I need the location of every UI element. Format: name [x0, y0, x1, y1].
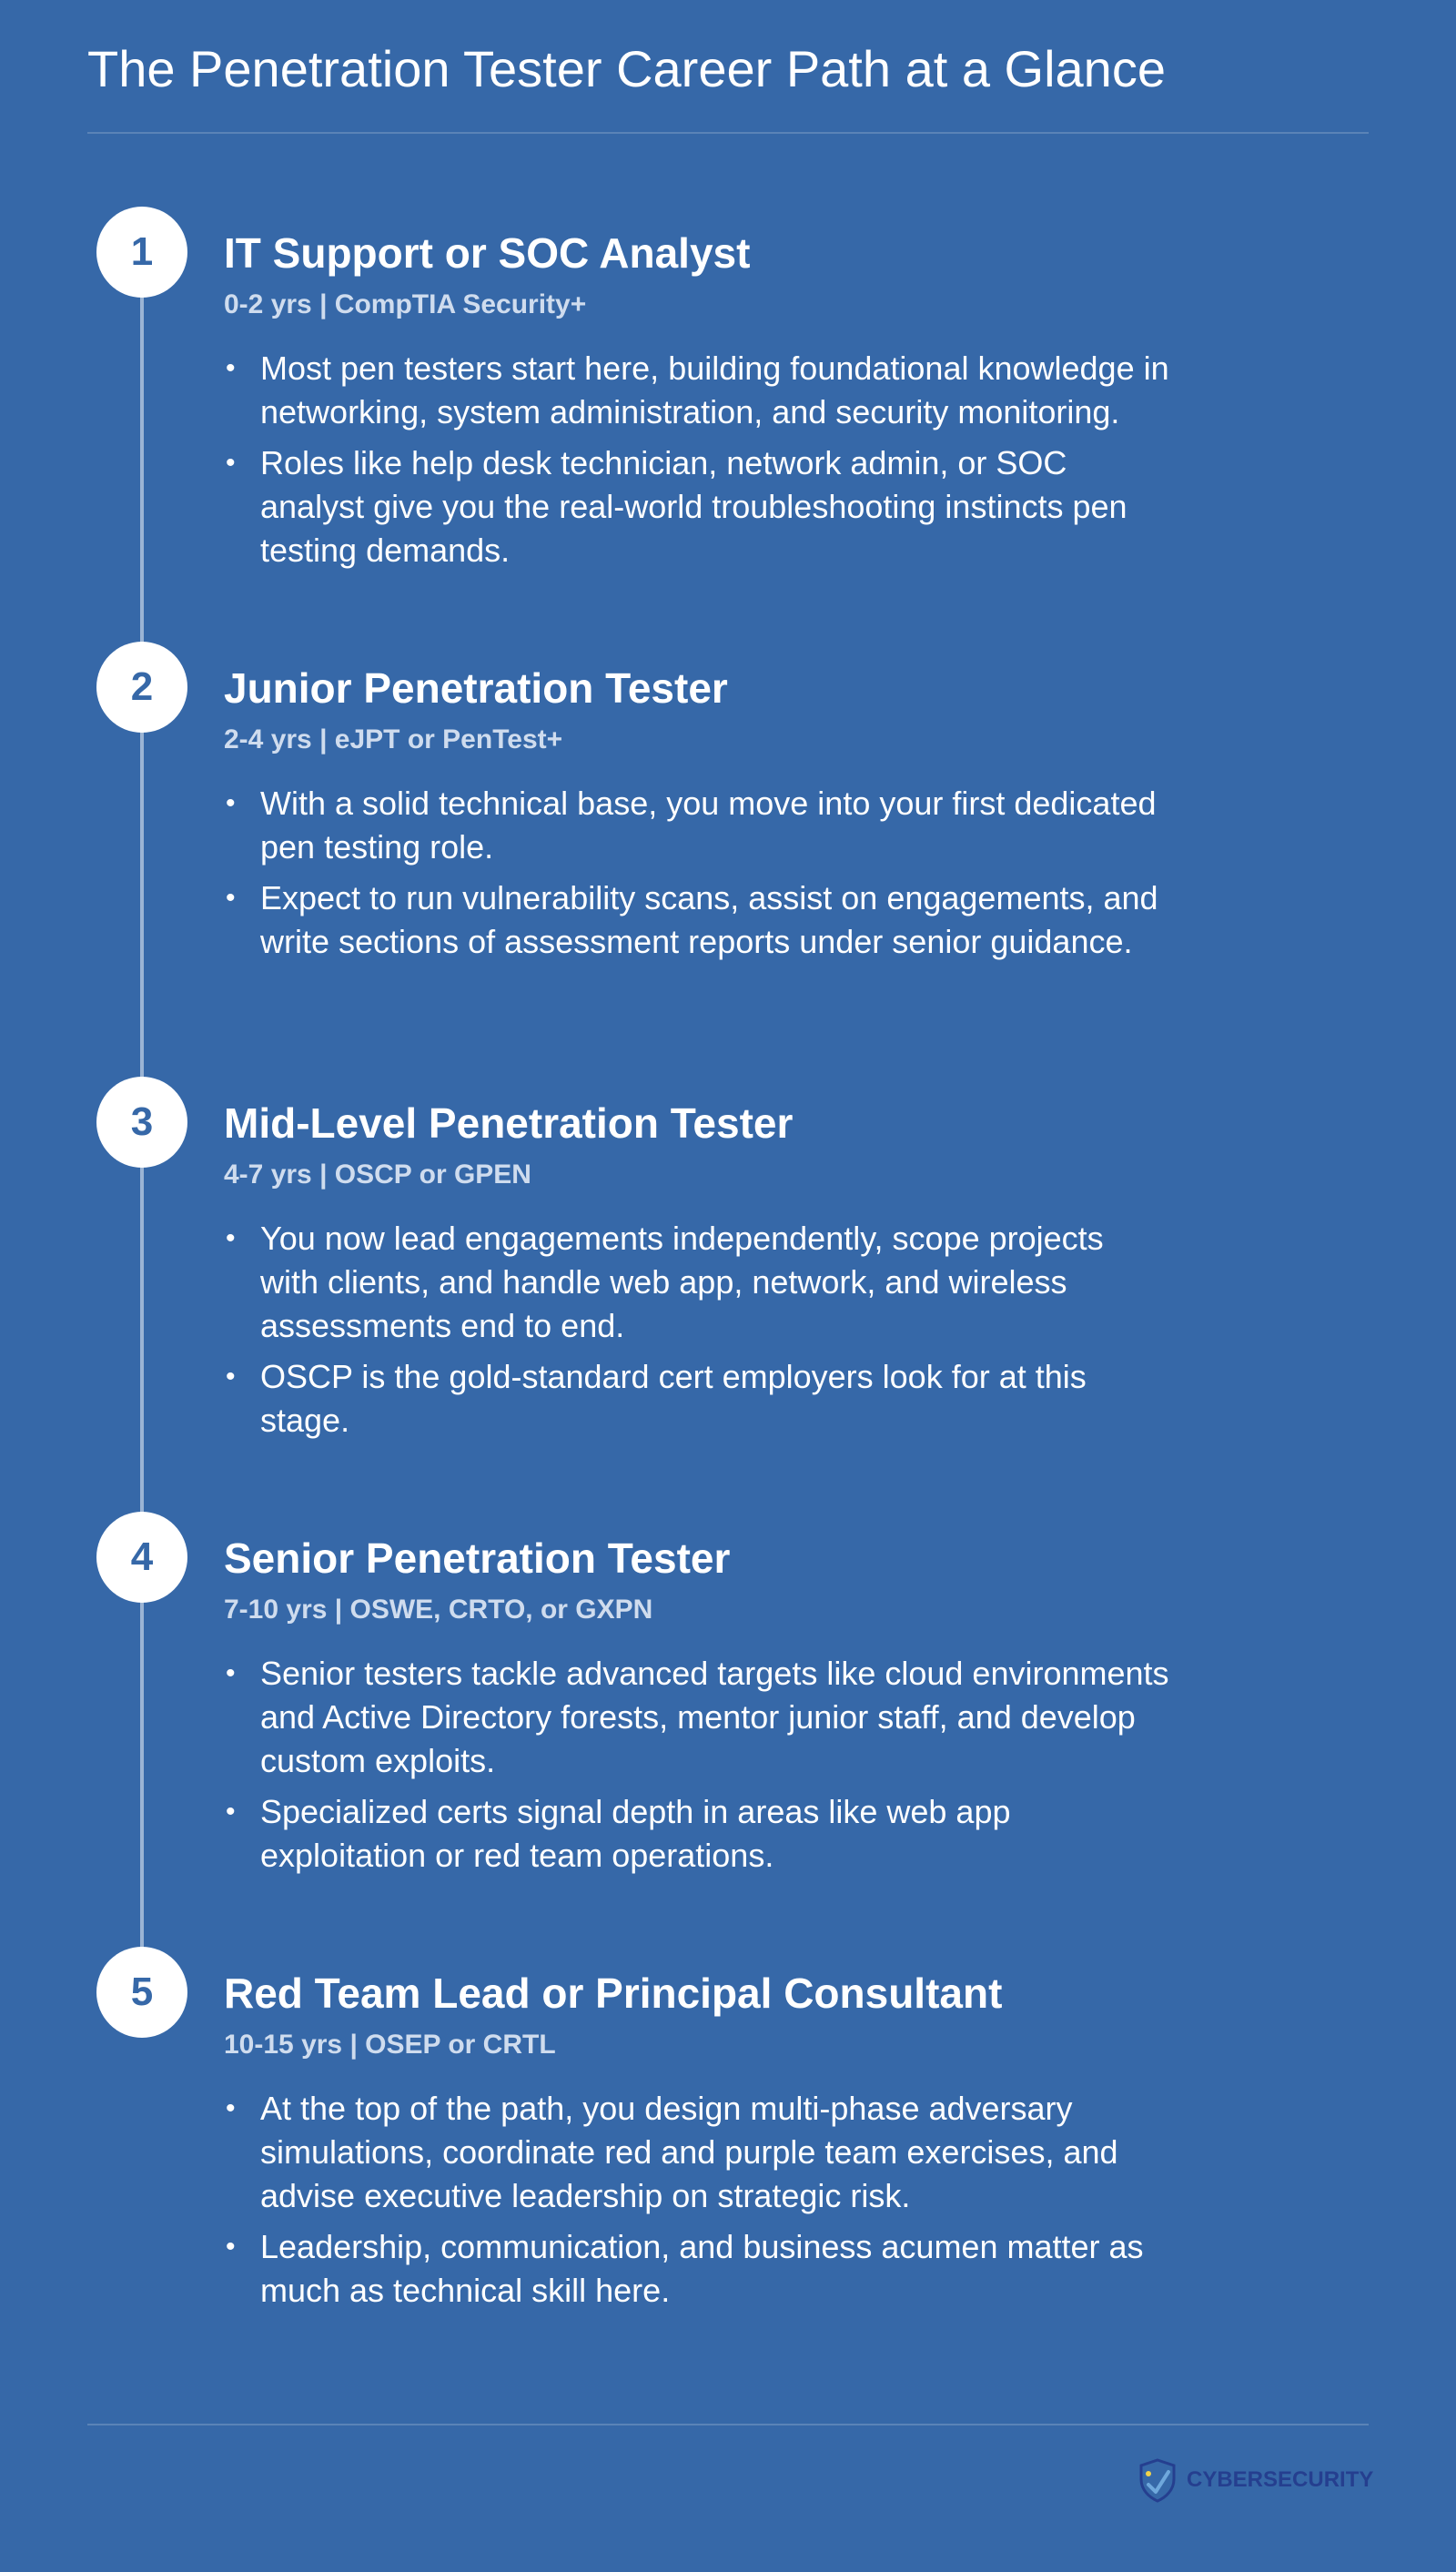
logo-text: CYBERSECURITY — [1187, 2467, 1374, 2492]
step-meta: 2-4 yrs | eJPT or PenTest+ — [224, 724, 563, 754]
step-content — [224, 1969, 1170, 2320]
bottom-divider — [87, 2424, 1369, 2425]
step-content — [224, 228, 1170, 580]
top-divider — [87, 132, 1369, 134]
step-title: Senior Penetration Tester — [224, 1534, 731, 1582]
step-title: IT Support or SOC Analyst — [224, 229, 751, 277]
step-bullets — [224, 347, 1170, 572]
bullet-item: • Specialized certs signal depth in areas like web app exploitation or red team operations. — [224, 1790, 1170, 1878]
bullet-item: • Leadership, communication, and business acumen matter as much as technical skill here. — [224, 2225, 1170, 2313]
step-content — [224, 1099, 1170, 1450]
bullet-item: • With a solid technical base, you move into your first dedicated pen testing role. — [224, 782, 1170, 869]
bullet-item: • OSCP is the gold-standard cert employers look for at this stage. — [224, 1355, 1170, 1443]
bullet-item: • Senior testers tackle advanced targets like cloud environments and Active Directory forests, mentor junior staff, and develop custom exploits. — [224, 1652, 1170, 1783]
shield-icon — [1138, 2457, 1178, 2503]
step-title: Red Team Lead or Principal Consultant — [224, 1970, 1003, 2017]
step-number-badge: 4 — [96, 1512, 187, 1603]
step-content — [224, 663, 1170, 971]
bullet-item: • Most pen testers start here, building foundational knowledge in networking, system administration, and security monitoring. — [224, 347, 1170, 434]
step-bullets — [224, 1652, 1170, 1878]
step-number-badge: 3 — [96, 1077, 187, 1168]
cybersecurity-logo — [1138, 2457, 1373, 2503]
bullet-item: • Expect to run vulnerability scans, assist on engagements, and write sections of assessment reports under senior guidance. — [224, 876, 1170, 964]
step-meta: 0-2 yrs | CompTIA Security+ — [224, 289, 587, 319]
step-number-badge: 2 — [96, 642, 187, 733]
step-bullets — [224, 782, 1170, 964]
step-content — [224, 1534, 1170, 1885]
step-meta: 10-15 yrs | OSEP or CRTL — [224, 2030, 556, 2060]
step-bullets — [224, 1217, 1170, 1443]
page-title: The Penetration Tester Career Path at a Glance — [87, 40, 1166, 97]
step-meta: 4-7 yrs | OSCP or GPEN — [224, 1159, 531, 1190]
step-bullets — [224, 2087, 1170, 2313]
step-number-badge: 1 — [96, 207, 187, 298]
step-title: Junior Penetration Tester — [224, 664, 728, 712]
bullet-item: • Roles like help desk technician, network admin, or SOC analyst give you the real-world troubleshooting instincts pen testing demands. — [224, 441, 1170, 572]
step-meta: 7-10 yrs | OSWE, CRTO, or GXPN — [224, 1595, 653, 1625]
bullet-item: • You now lead engagements independently, scope projects with clients, and handle web app, network, and wireless assessments end to end. — [224, 1217, 1170, 1348]
step-title: Mid-Level Penetration Tester — [224, 1099, 794, 1147]
step-number-badge: 5 — [96, 1947, 187, 2038]
bullet-item: • At the top of the path, you design multi-phase adversary simulations, coordinate red and purple team exercises, and advise executive leadership on strategic risk. — [224, 2087, 1170, 2218]
